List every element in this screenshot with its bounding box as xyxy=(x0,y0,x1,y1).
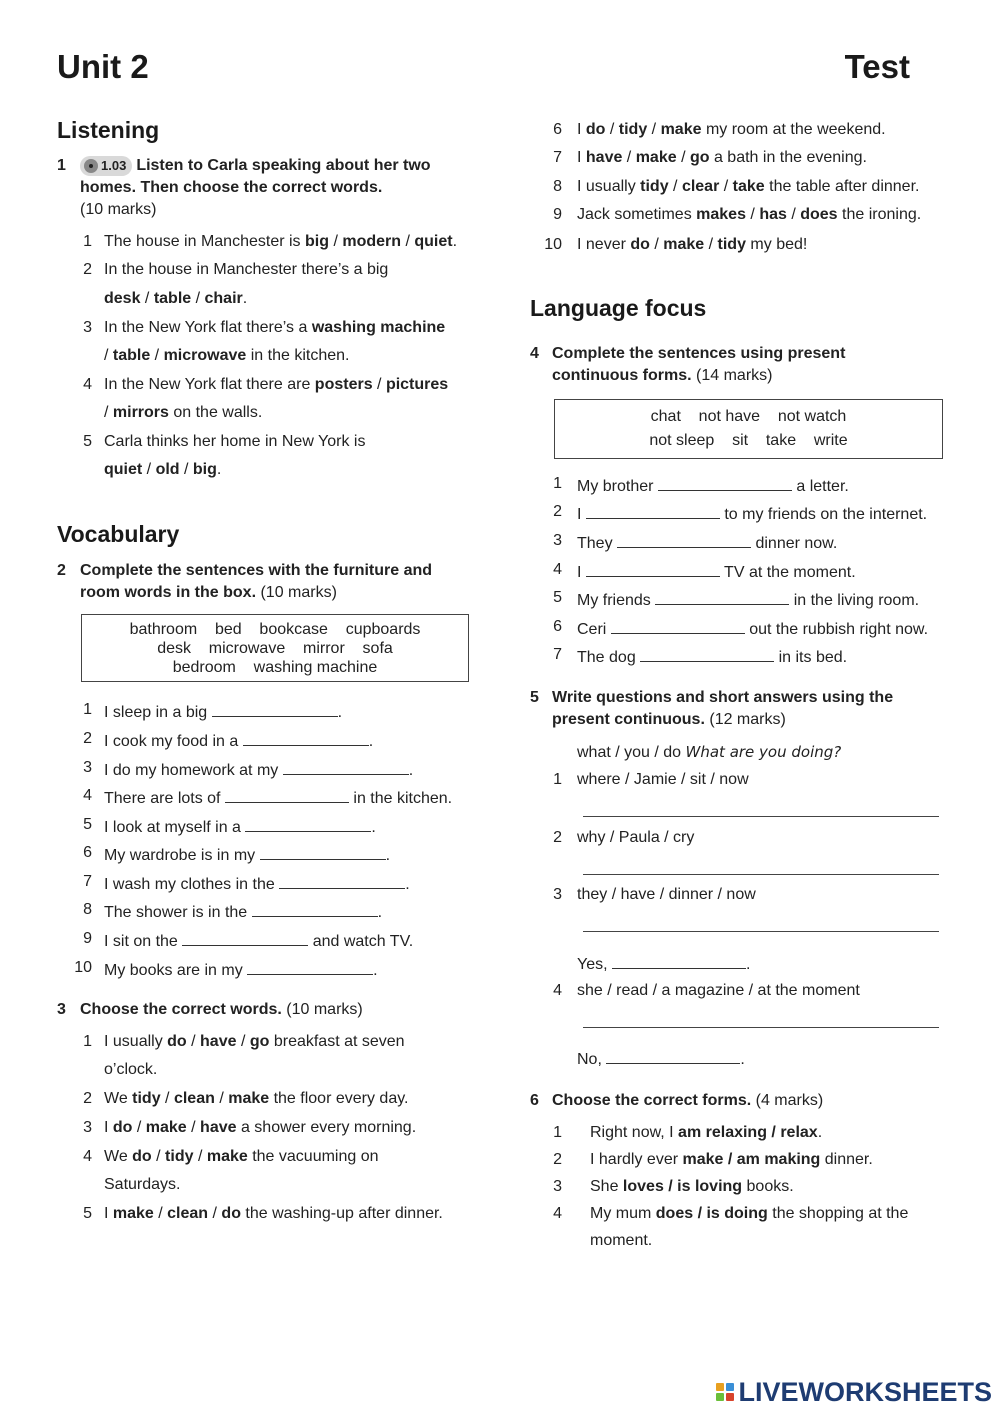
item-text xyxy=(104,872,410,895)
answer-line[interactable] xyxy=(583,873,939,875)
answer-blank[interactable] xyxy=(617,531,751,548)
separator: / xyxy=(153,1205,168,1222)
option[interactable]: modern xyxy=(342,233,402,250)
q1-instruction: 1.03 Listen to Carla speaking about her two xyxy=(80,156,431,176)
item-number: 6 xyxy=(553,618,562,635)
option[interactable]: old xyxy=(155,461,180,478)
option[interactable]: does xyxy=(800,206,838,223)
item-text xyxy=(577,148,867,168)
option[interactable]: do xyxy=(630,236,650,253)
item-number: 9 xyxy=(83,930,92,947)
q5-example: what / you / do What are you doing? xyxy=(577,743,842,761)
option[interactable]: go xyxy=(689,149,710,166)
q5-instruction: Write questions and short answers using the xyxy=(552,689,894,706)
separator: / xyxy=(605,121,619,138)
option[interactable]: tidy xyxy=(717,236,746,253)
q5-number: 5 xyxy=(530,689,539,706)
separator: / xyxy=(649,236,664,253)
item-text xyxy=(577,617,928,640)
text: They xyxy=(577,535,618,552)
answer-blank[interactable] xyxy=(252,900,378,917)
text: out the rubbish right now. xyxy=(744,621,929,638)
item-number: 10 xyxy=(544,236,562,253)
separator: / xyxy=(208,1205,222,1222)
separator: / xyxy=(676,149,690,166)
text: We xyxy=(104,1148,133,1165)
word-box-line: not sleep sit take write xyxy=(649,432,848,449)
option[interactable]: have xyxy=(200,1033,237,1050)
separator: / xyxy=(704,236,718,253)
q5-yes-answer: Yes, . xyxy=(577,952,750,975)
item-number: 1 xyxy=(83,701,92,718)
item-text xyxy=(577,120,886,140)
item-number: 4 xyxy=(83,787,92,804)
q4-instruction-line2: continuous forms. (14 marks) xyxy=(552,367,773,384)
text: a bath in the evening. xyxy=(709,149,867,166)
item-number: 1 xyxy=(553,1124,562,1141)
item-continuation: o’clock. xyxy=(104,1061,158,1078)
item-number: 3 xyxy=(553,1178,562,1195)
item-text xyxy=(104,1032,405,1052)
option[interactable]: table xyxy=(112,347,151,364)
text: I xyxy=(104,1205,113,1222)
item-text xyxy=(590,1150,873,1170)
text: I xyxy=(577,564,586,581)
answer-blank[interactable] xyxy=(612,952,746,969)
option[interactable]: have xyxy=(200,1119,237,1136)
q2-number: 2 xyxy=(57,562,66,579)
text: The shower is in the xyxy=(104,904,252,921)
text: I xyxy=(577,149,586,166)
option[interactable]: clear xyxy=(681,178,720,195)
answer-line[interactable] xyxy=(583,815,939,817)
language-focus-heading: Language focus xyxy=(530,295,707,321)
item-text xyxy=(590,1177,794,1197)
logo-square xyxy=(726,1393,734,1401)
text: . xyxy=(337,704,343,721)
answer-blank[interactable] xyxy=(658,474,792,491)
q1-item-4-options: / mirrors on the walls. xyxy=(104,404,263,421)
item-number: 7 xyxy=(553,149,562,166)
option[interactable]: tidy xyxy=(132,1090,161,1107)
text: My brother xyxy=(577,478,658,495)
text: My books are in my xyxy=(104,962,248,979)
answer-blank[interactable] xyxy=(279,872,405,889)
listening-heading: Listening xyxy=(57,117,160,143)
item-text xyxy=(104,1147,379,1167)
text: My mum xyxy=(590,1205,656,1222)
answer-blank[interactable] xyxy=(283,758,409,775)
item-number: 8 xyxy=(553,178,562,195)
word-box-line: chat not have not watch xyxy=(650,408,847,425)
item-number: 3 xyxy=(83,759,92,776)
word-box-q2 xyxy=(81,614,469,682)
item-continuation: Saturdays. xyxy=(104,1176,181,1193)
q5-instruction-line2: present continuous. (12 marks) xyxy=(552,711,786,728)
text: She xyxy=(590,1178,623,1195)
text: the vacuuming on xyxy=(247,1148,379,1165)
separator: / xyxy=(186,1119,201,1136)
text: I sit on the xyxy=(104,933,183,950)
test-title: Test xyxy=(844,48,910,85)
logo-square xyxy=(726,1383,734,1391)
option[interactable]: do xyxy=(112,1119,133,1136)
item-text xyxy=(104,786,452,809)
item-text xyxy=(577,474,849,497)
text: . xyxy=(385,847,391,864)
word-box-line: desk microwave mirror sofa xyxy=(157,640,393,657)
option[interactable]: big xyxy=(305,233,329,250)
option[interactable]: makes xyxy=(696,206,746,223)
answer-line[interactable] xyxy=(583,930,939,932)
q1-item-5-options: quiet / old / big. xyxy=(104,461,222,478)
separator: / xyxy=(214,1090,229,1107)
text: to my friends on the internet. xyxy=(719,506,928,523)
item-number: 3 xyxy=(553,532,562,549)
separator: / xyxy=(132,1119,146,1136)
option[interactable]: chair xyxy=(204,290,243,307)
text: the floor every day. xyxy=(269,1090,409,1107)
text: breakfast at seven xyxy=(269,1033,405,1050)
text: I xyxy=(104,1119,113,1136)
word-box-line: bedroom washing machine xyxy=(172,659,378,676)
text: dinner. xyxy=(820,1151,873,1168)
separator: / xyxy=(647,121,661,138)
logo-text: LIVEWORKSHEETS xyxy=(738,1376,992,1407)
separator: / xyxy=(622,149,636,166)
option[interactable]: take xyxy=(732,178,765,195)
text: I usually xyxy=(577,178,641,195)
item-text xyxy=(577,502,927,525)
option[interactable]: do xyxy=(132,1148,152,1165)
text: . xyxy=(371,819,376,836)
option[interactable]: mirrors xyxy=(112,404,169,421)
item-text xyxy=(104,1089,408,1109)
item-text xyxy=(104,758,413,781)
text: The dog xyxy=(577,649,641,666)
text: I never xyxy=(577,236,631,253)
option[interactable]: tidy xyxy=(640,178,669,195)
item-number: 5 xyxy=(83,816,92,833)
text: and watch TV. xyxy=(308,933,414,950)
option[interactable]: do xyxy=(585,121,606,138)
item-text xyxy=(104,729,373,752)
item-text xyxy=(104,1118,416,1138)
answer-blank[interactable] xyxy=(640,645,774,662)
item-text xyxy=(590,1123,822,1143)
audio-track-badge[interactable]: 1.03 xyxy=(80,156,132,176)
option[interactable]: posters xyxy=(314,376,373,393)
option[interactable]: microwave xyxy=(163,347,247,364)
item-number: 1 xyxy=(553,475,562,492)
item-text xyxy=(577,560,856,583)
q4-number: 4 xyxy=(530,345,539,362)
logo-square xyxy=(716,1393,724,1401)
text: I wash my clothes in the xyxy=(104,876,280,893)
option[interactable]: desk xyxy=(104,290,141,307)
item-continuation: moment. xyxy=(590,1232,653,1249)
item-number: 1 xyxy=(83,1033,92,1050)
option[interactable]: tidy xyxy=(618,121,648,138)
item-number: 5 xyxy=(83,1205,92,1222)
text: I look at myself in a xyxy=(104,819,246,836)
option[interactable]: quiet xyxy=(104,461,143,478)
item-number: 2 xyxy=(553,503,562,520)
q2-instruction-line2: room words in the box. (10 marks) xyxy=(80,584,337,601)
separator: / xyxy=(745,206,760,223)
cd-icon xyxy=(84,159,98,173)
item-text xyxy=(104,1204,443,1224)
text: . xyxy=(368,733,374,750)
separator: / xyxy=(236,1033,250,1050)
text: Right now, I xyxy=(590,1124,679,1141)
item-text xyxy=(577,588,919,611)
separator: / xyxy=(186,1033,201,1050)
text: . xyxy=(408,762,414,779)
q1-item-3-options: / table / microwave in the kitchen. xyxy=(104,347,350,364)
text: books. xyxy=(742,1178,794,1195)
text: I hardly ever xyxy=(590,1151,683,1168)
item-text xyxy=(104,843,390,866)
text: in the kitchen. xyxy=(348,790,453,807)
q6-instruction: Choose the correct forms. (4 marks) xyxy=(552,1092,824,1109)
option-pair[interactable]: am relaxing / relax xyxy=(678,1124,818,1141)
option-pair[interactable]: does / is doing xyxy=(655,1205,768,1222)
q1-marks: (10 marks) xyxy=(80,201,157,218)
answer-blank[interactable] xyxy=(182,929,308,946)
item-text xyxy=(104,958,378,981)
text: I do my homework at my xyxy=(104,762,283,779)
answer-blank[interactable] xyxy=(611,617,745,634)
option[interactable]: do xyxy=(167,1033,187,1050)
text: the washing-up after dinner. xyxy=(240,1205,443,1222)
item-text xyxy=(577,531,837,554)
text: Ceri xyxy=(577,621,611,638)
q2-instruction: Complete the sentences with the furniture and xyxy=(80,562,433,579)
answer-blank[interactable] xyxy=(606,1047,740,1064)
item-number: 2 xyxy=(553,1151,562,1168)
answer-line[interactable] xyxy=(583,1026,939,1028)
text: the ironing. xyxy=(837,206,922,223)
text: in the living room. xyxy=(789,592,920,609)
item-number: 6 xyxy=(83,844,92,861)
q1-item-2-options: desk / table / chair. xyxy=(104,290,248,307)
option[interactable]: table xyxy=(153,290,192,307)
answer-blank[interactable] xyxy=(212,700,338,717)
liveworksheets-logo xyxy=(716,1377,992,1407)
text: . xyxy=(377,904,383,921)
option-pair[interactable]: loves / is loving xyxy=(622,1178,743,1195)
answer-blank[interactable] xyxy=(243,729,369,746)
item-number: 7 xyxy=(553,646,562,663)
answer-blank[interactable] xyxy=(260,843,386,860)
text: a letter. xyxy=(791,478,849,495)
text: TV at the moment. xyxy=(719,564,856,581)
word-box-q4 xyxy=(554,399,943,459)
text: the shopping at the xyxy=(767,1205,909,1222)
item-text xyxy=(577,235,807,255)
separator: / xyxy=(719,178,733,195)
separator: / xyxy=(160,1090,174,1107)
text: Jack sometimes xyxy=(577,206,697,223)
example-answer: What are you doing? xyxy=(685,743,842,761)
text: I xyxy=(577,121,586,138)
item-text xyxy=(104,815,376,838)
answer-blank[interactable] xyxy=(245,815,371,832)
separator: / xyxy=(786,206,801,223)
item-text xyxy=(590,1204,908,1224)
item-number: 4 xyxy=(83,1148,92,1165)
item-number: 2 xyxy=(83,1090,92,1107)
text: in its bed. xyxy=(774,649,848,666)
item-text xyxy=(104,900,382,923)
unit-title: Unit 2 xyxy=(57,48,149,85)
answer-blank[interactable] xyxy=(655,588,789,605)
separator: / xyxy=(193,1148,207,1165)
q3-header: 3 xyxy=(57,1001,66,1018)
logo-mark-icon xyxy=(716,1383,734,1401)
option[interactable]: make xyxy=(635,149,677,166)
separator: / xyxy=(151,1148,166,1165)
separator: / xyxy=(668,178,682,195)
q5-no-answer: No, . xyxy=(577,1047,745,1070)
text: I usually xyxy=(104,1033,168,1050)
option[interactable]: have xyxy=(585,149,623,166)
text: My friends xyxy=(577,592,656,609)
option[interactable]: tidy xyxy=(165,1148,194,1165)
item-number: 7 xyxy=(83,873,92,890)
text: the table after dinner. xyxy=(764,178,920,195)
text: . xyxy=(373,962,378,979)
option[interactable]: make xyxy=(663,236,705,253)
q3-instruction: Choose the correct words. (10 marks) xyxy=(80,1001,363,1018)
option[interactable]: big xyxy=(192,461,217,478)
item-number: 3 xyxy=(83,1119,92,1136)
option[interactable]: washing machine xyxy=(311,319,446,336)
item-number: 8 xyxy=(83,901,92,918)
answer-blank[interactable] xyxy=(247,958,373,975)
item-number: 4 xyxy=(553,1205,562,1222)
option[interactable]: has xyxy=(759,206,787,223)
item-text xyxy=(577,645,847,668)
option[interactable]: make xyxy=(660,121,702,138)
text: We xyxy=(104,1090,133,1107)
option[interactable]: clean xyxy=(173,1090,215,1107)
text: My wardrobe is in my xyxy=(104,847,260,864)
text: I cook my food in a xyxy=(104,733,243,750)
option[interactable]: make xyxy=(112,1205,154,1222)
q1-instruction-line2: homes. Then choose the correct words. xyxy=(80,179,383,196)
logo-square xyxy=(716,1383,724,1391)
option[interactable]: pictures xyxy=(385,376,449,393)
item-number: 2 xyxy=(83,730,92,747)
text: my room at the weekend. xyxy=(701,121,886,138)
item-text xyxy=(104,700,342,723)
item-number: 10 xyxy=(74,959,92,976)
text: I xyxy=(577,506,586,523)
item-number: 4 xyxy=(553,561,562,578)
vocabulary-heading: Vocabulary xyxy=(57,521,180,547)
item-number: 6 xyxy=(553,121,562,138)
item-text xyxy=(577,205,921,225)
q6-number: 6 xyxy=(530,1092,539,1109)
answer-blank[interactable] xyxy=(225,786,349,803)
item-number: 9 xyxy=(553,206,562,223)
option[interactable]: do xyxy=(221,1205,241,1222)
option[interactable]: make xyxy=(206,1148,248,1165)
text: my bed! xyxy=(745,236,808,253)
text: a shower every morning. xyxy=(236,1119,417,1136)
option[interactable]: clean xyxy=(167,1205,209,1222)
answer-blank[interactable] xyxy=(586,502,720,519)
text: I sleep in a big xyxy=(104,704,212,721)
option[interactable]: make xyxy=(145,1119,187,1136)
word-box-line: bathroom bed bookcase cupboards xyxy=(129,621,421,638)
text: . xyxy=(405,876,410,893)
q1-number: 1 xyxy=(57,157,66,174)
item-text xyxy=(577,177,919,197)
text: dinner now. xyxy=(751,535,838,552)
option[interactable]: go xyxy=(249,1033,270,1050)
text: . xyxy=(817,1124,823,1141)
option[interactable]: quiet xyxy=(414,233,453,250)
item-number: 5 xyxy=(553,589,562,606)
option[interactable]: make xyxy=(228,1090,270,1107)
option-pair[interactable]: make / am making xyxy=(682,1151,821,1168)
q4-instruction: Complete the sentences using present xyxy=(552,345,846,362)
item-text xyxy=(104,929,413,952)
text: There are lots of xyxy=(104,790,225,807)
answer-blank[interactable] xyxy=(586,560,720,577)
